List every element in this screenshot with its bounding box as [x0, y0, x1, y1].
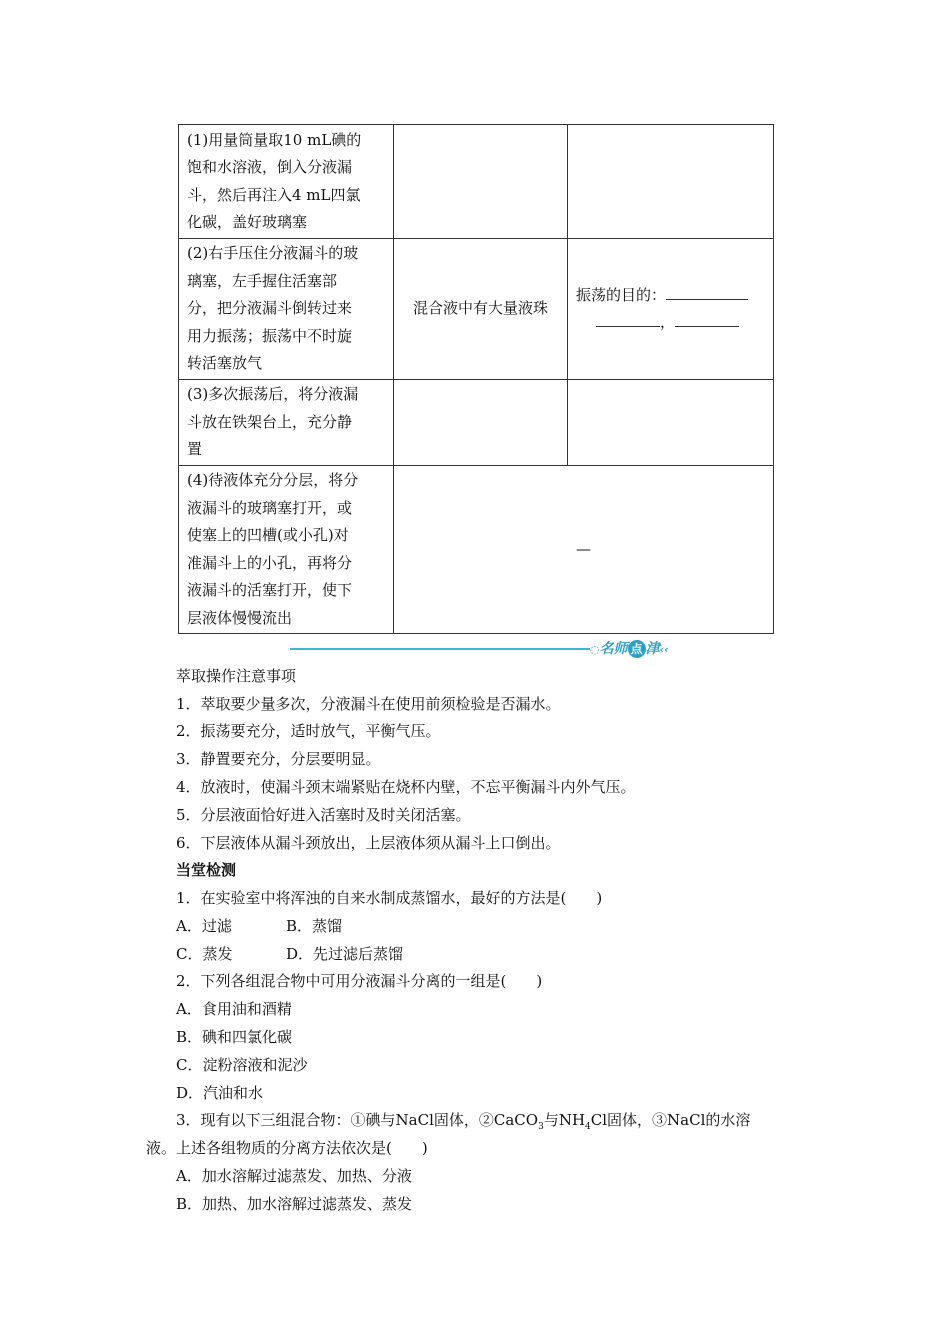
note-item: 1．萃取要少量多次，分液漏斗在使用前须检验是否漏水。 [176, 695, 561, 713]
q1-option-c[interactable]: C．蒸发 [176, 945, 233, 963]
comma: ， [660, 313, 676, 331]
q3-part3: Cl固体，③NaCl的水溶 [590, 1111, 751, 1129]
banner-dot-icon: ◌ [590, 643, 600, 656]
answer-blank[interactable] [596, 311, 660, 327]
step-cell-4 [179, 466, 394, 634]
step-line: (2)右手压住分液漏斗的玻 [187, 244, 359, 263]
step-line: 置 [187, 440, 203, 459]
step-line: 用力振荡；振荡中不时旋 [187, 326, 353, 345]
answer-blank[interactable] [666, 284, 748, 300]
phenomenon-cell-1 [394, 125, 568, 239]
step-line: 化碳，盖好玻璃塞 [187, 213, 308, 231]
q3-option-a[interactable]: A．加水溶解过滤蒸发、加热、分液 [176, 1167, 412, 1185]
phenomenon-cell-3 [394, 380, 568, 466]
q3-sub1: 3 [538, 1122, 544, 1132]
step-line: (4)待液体充分分层，将分 [187, 471, 359, 489]
q3-sub2: 4 [585, 1122, 591, 1132]
step-line: 饱和水溶液，倒入分液漏 [187, 158, 353, 176]
step-line: (3)多次振荡后，将分液漏 [187, 385, 359, 404]
banner-title [590, 638, 669, 658]
step-line: 斗，然后再注入4 mL四氯 [187, 185, 361, 204]
phenomenon-cell-2: 混合液中有大量液珠 [394, 239, 568, 380]
q2-option-a[interactable]: A．食用油和酒精 [176, 1000, 292, 1018]
step-line: 斗放在铁架台上，充分静 [187, 412, 353, 431]
q2-option-d[interactable]: D．汽油和水 [176, 1084, 264, 1102]
teacher-tip-banner [290, 638, 700, 660]
note-item: 5．分层液面恰好进入活塞时及时关闭活塞。 [176, 806, 471, 824]
banner-line [290, 648, 590, 650]
banner-circle-badge: 点 [628, 640, 646, 658]
question-2-stem: 2．下列各组混合物中可用分液漏斗分离的一组是( ) [176, 972, 543, 990]
note-item: 2．振荡要充分，适时放气，平衡气压。 [176, 722, 441, 740]
q1-option-b[interactable]: B．蒸馏 [286, 917, 343, 935]
q1-option-d[interactable]: D．先过滤后蒸馏 [286, 945, 404, 963]
q3-part2: 与NH [543, 1111, 586, 1129]
step-cell-3 [179, 380, 394, 466]
banner-text: 名师 [599, 641, 628, 657]
note-cell-3 [568, 380, 774, 466]
answer-blank[interactable] [675, 311, 739, 327]
note-item: 4．放液时，使漏斗颈末端紧贴在烧杯内壁，不忘平衡漏斗内外气压。 [176, 778, 636, 796]
q3-part1: 3．现有以下三组混合物：①碘与NaCl固体，②CaCO [176, 1111, 539, 1129]
q2-option-c[interactable]: C．淀粉溶液和泥沙 [176, 1056, 308, 1074]
note-item: 6．下层液体从漏斗颈放出，上层液体须从漏斗上口倒出。 [176, 834, 561, 852]
step-line: 分，把分液漏斗倒转过来 [187, 299, 353, 318]
step-line: 使塞上的凹槽(或小孔)对 [187, 526, 349, 544]
step-line: 转活塞放气 [187, 354, 263, 373]
q3-option-b[interactable]: B．加热、加水溶解过滤蒸发、蒸发 [176, 1195, 413, 1213]
step-line: 准漏斗上的小孔，再将分 [187, 553, 353, 572]
question-3-stem [176, 1110, 750, 1137]
step-line: 液漏斗的活塞打开，使下 [187, 581, 353, 599]
q2-option-b[interactable]: B．碘和四氯化碳 [176, 1028, 293, 1046]
question-3-line2: 液。上述各组物质的分离方法依次是( ) [146, 1139, 428, 1157]
step-line: (1)用量筒量取10 mL碘的 [187, 130, 362, 149]
note-cell-2 [568, 239, 774, 380]
question-1-stem: 1．在实验室中将浑浊的自来水制成蒸馏水，最好的方法是( ) [176, 889, 603, 907]
extraction-steps-table [178, 124, 774, 634]
step-line: 层液体慢慢流出 [187, 608, 293, 627]
merged-cell-4: — [394, 466, 774, 634]
step-cell-2 [179, 239, 394, 380]
step-line: 璃塞，左手握住活塞部 [187, 271, 338, 290]
banner-arrows-icon: ‹‹ [659, 643, 669, 656]
step-line: 液漏斗的玻璃塞打开，或 [187, 498, 353, 517]
note-label: 振荡的目的： [576, 285, 667, 304]
q1-option-a[interactable]: A．过滤 [176, 917, 232, 935]
quiz-title: 当堂检测 [176, 861, 237, 879]
note-cell-1 [568, 125, 774, 239]
step-cell-1 [179, 125, 394, 239]
note-item: 3．静置要充分，分层要明显。 [176, 750, 381, 768]
banner-text2: 津 [645, 641, 660, 657]
notes-title: 萃取操作注意事项 [176, 667, 297, 685]
